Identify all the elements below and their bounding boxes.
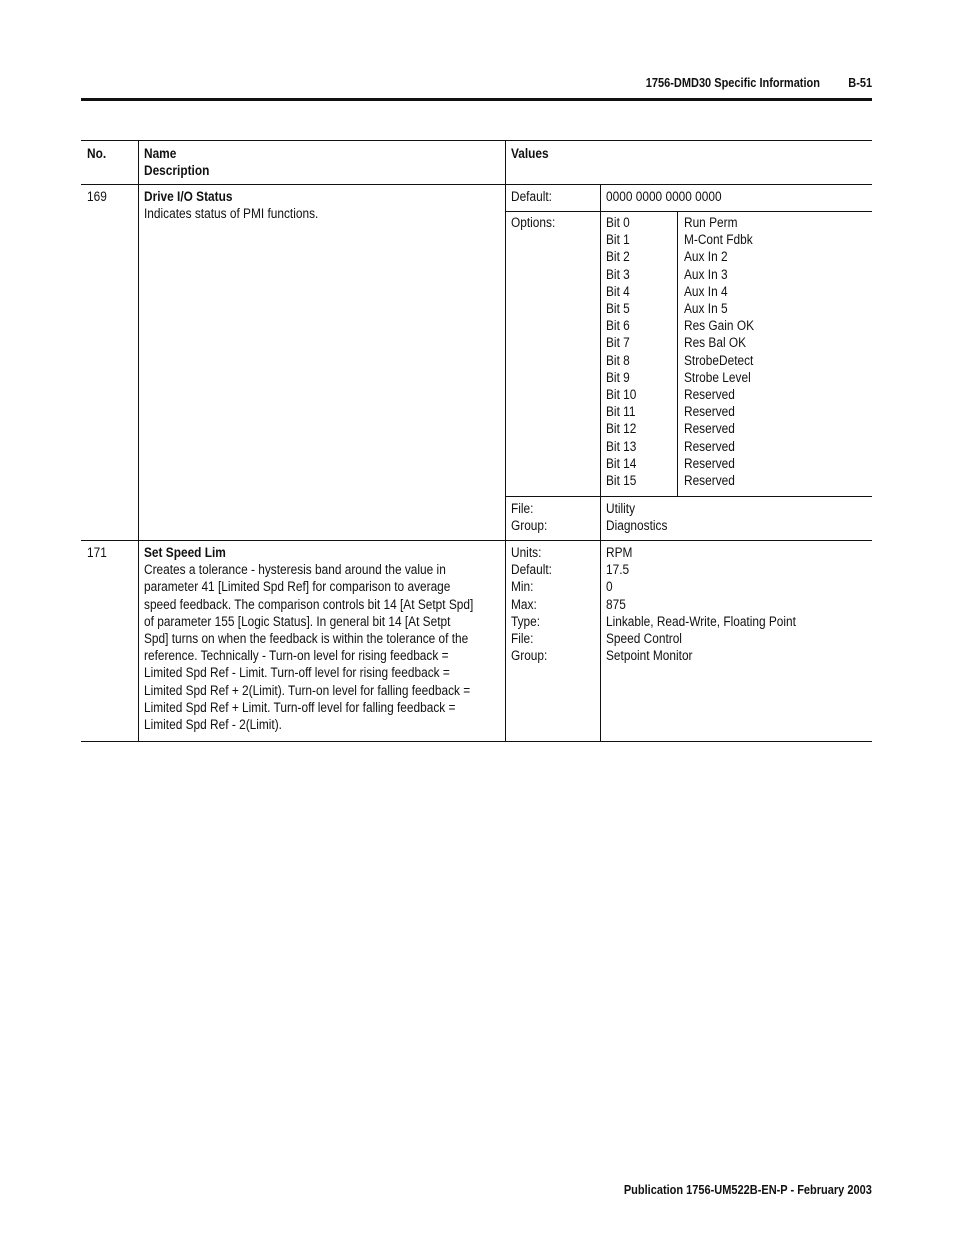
param-171-description-line: parameter 41 [Limited Spd Ref] for comparison to average — [144, 579, 451, 595]
bit-name: M-Cont Fdbk — [684, 232, 753, 248]
param-171-labels: Units: Default: Min: Max: Type: File: Group: — [511, 545, 552, 664]
bit-label: Bit 12 — [606, 421, 637, 437]
page-header — [81, 72, 872, 101]
param-171-name: Set Speed Lim — [144, 545, 226, 560]
bit-name: Run Perm — [684, 215, 738, 230]
page-number: B-51 — [848, 76, 872, 90]
bit-label: Bit 14 — [606, 455, 637, 471]
bit-label: Bit 7 — [606, 335, 630, 351]
bit-label: Bit 10 — [606, 387, 637, 403]
param-169-bit-names — [684, 214, 764, 489]
param-171-description-line: Spd] turns on when the feedback is within the tolerance of the — [144, 631, 469, 647]
bit-name: Reserved — [684, 473, 735, 489]
bit-label: Bit 5 — [606, 301, 630, 317]
param-169-default-value: 0000 0000 0000 0000 — [606, 189, 722, 204]
param-171-description-line: reference. Technically - Turn-on level for rising feedback = — [144, 648, 449, 664]
bit-label: Bit 3 — [606, 266, 630, 282]
bit-label: Bit 13 — [606, 438, 637, 454]
column-header-no: No. — [87, 146, 107, 161]
bit-label: Bit 11 — [606, 404, 636, 420]
param-169-description: Indicates status of PMI functions. — [144, 206, 319, 222]
bit-name: Reserved — [684, 387, 735, 403]
param-171-values: RPM 17.5 0 875 Linkable, Read-Write, Floating Point Speed Control Setpoint Monitor — [606, 545, 796, 664]
column-header-name: Name Description — [144, 146, 210, 179]
col-divider-values — [600, 185, 601, 741]
param-169-default-label: Default: — [511, 189, 552, 204]
parameter-table — [81, 140, 872, 742]
bit-name: Reserved — [684, 438, 735, 454]
bit-label: Bit 2 — [606, 249, 630, 265]
param-171-description-line: Limited Spd Ref + 2(Limit). Turn-on level for falling feedback = — [144, 682, 471, 698]
bit-name: Aux In 5 — [684, 301, 728, 317]
param-169-bit-list — [606, 214, 641, 489]
bit-name: Reserved — [684, 455, 735, 471]
bit-label: Bit 15 — [606, 473, 637, 489]
publication-footer: Publication 1756-UM522B-EN-P - February 2003 — [624, 1183, 872, 1197]
bit-label: Bit 1 — [606, 232, 630, 248]
col-divider-bits — [677, 212, 678, 497]
column-header-values: Values — [511, 146, 549, 161]
bit-name: Res Bal OK — [684, 335, 747, 351]
header-title: 1756-DMD30 Specific Information — [645, 76, 820, 90]
options-row-divider — [505, 496, 872, 497]
bit-label: Bit 0 — [606, 215, 630, 230]
col-divider-no — [138, 141, 139, 741]
param-169-number: 169 — [87, 189, 107, 204]
param-169-file-group-values: Utility Diagnostics — [606, 501, 668, 534]
param-171-name-cell — [144, 544, 518, 733]
bit-name: Strobe Level — [684, 369, 751, 385]
bit-name: StrobeDetect — [684, 352, 754, 368]
header-row-divider — [81, 184, 872, 185]
bit-name: Aux In 2 — [684, 249, 728, 265]
row-169-divider — [81, 540, 872, 541]
param-171-number: 171 — [87, 545, 107, 560]
param-171-description-line: Limited Spd Ref - 2(Limit). — [144, 717, 282, 733]
bit-name: Reserved — [684, 404, 735, 420]
param-169-name: Drive I/O Status — [144, 189, 233, 204]
param-169-file-group-labels: File: Group: — [511, 501, 548, 534]
default-row-divider — [505, 211, 872, 212]
bit-label: Bit 8 — [606, 352, 630, 368]
param-171-description-line: speed feedback. The comparison controls bit 14 [At Setpt Spd] — [144, 596, 474, 612]
param-171-description-line: of parameter 155 [Logic Status]. In general bit 14 [At Setpt — [144, 613, 451, 629]
bit-name: Reserved — [684, 421, 735, 437]
bit-name: Aux In 3 — [684, 266, 728, 282]
bit-label: Bit 4 — [606, 283, 630, 299]
bit-label: Bit 6 — [606, 318, 630, 334]
bit-name: Aux In 4 — [684, 283, 728, 299]
bit-name: Res Gain OK — [684, 318, 754, 334]
param-171-description-line: Limited Spd Ref - Limit. Turn-off level for rising feedback = — [144, 665, 450, 681]
param-171-description-line: Creates a tolerance - hysteresis band around the value in — [144, 562, 446, 578]
param-171-description-line: Limited Spd Ref + Limit. Turn-off level for falling feedback = — [144, 699, 456, 715]
bit-label: Bit 9 — [606, 369, 630, 385]
param-169-name-cell — [144, 188, 342, 222]
param-169-options-label: Options: — [511, 215, 556, 230]
